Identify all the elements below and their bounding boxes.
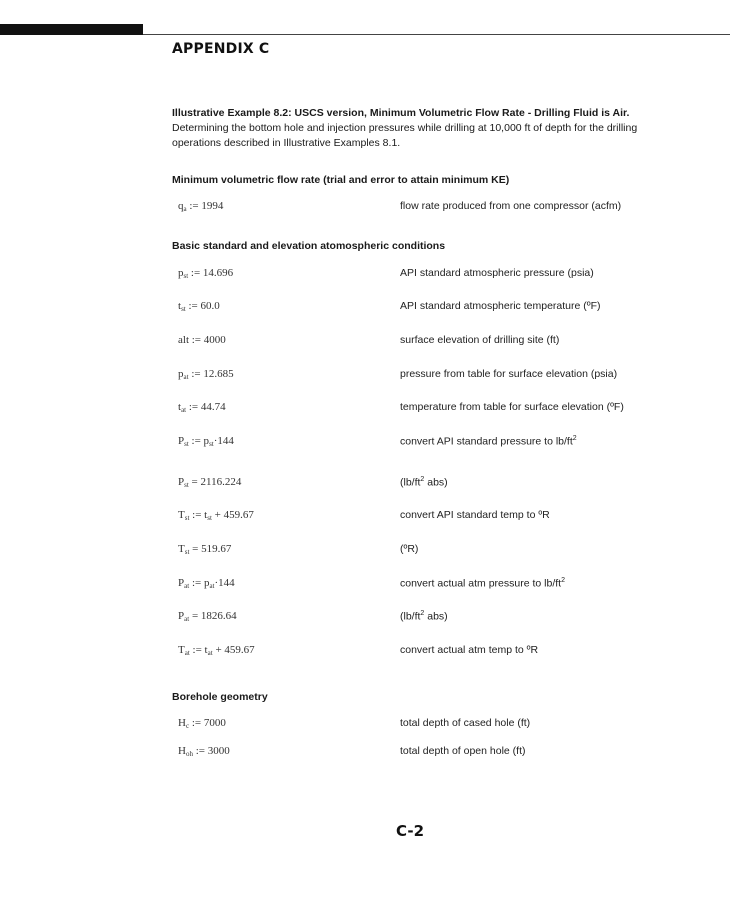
equation-row (0, 435, 730, 451)
equation-value: := 44.74 (186, 401, 226, 413)
equation-value: ·144 (214, 577, 235, 589)
equation-row (0, 200, 730, 216)
equation-value: = 519.67 (189, 543, 232, 555)
equation-symbol: t (178, 401, 182, 413)
description-text: (ºR) (400, 543, 419, 555)
equation-subscript: at (184, 615, 190, 623)
equation-row (0, 368, 730, 384)
equation-subscript: at (184, 582, 190, 590)
equation-value: = 1826.64 (189, 610, 237, 622)
equation-expression (178, 476, 241, 489)
description-text: surface elevation of drilling site (ft) (400, 334, 560, 346)
description-text: total depth of cased hole (ft) (400, 717, 531, 729)
equation-value: ·144 (213, 435, 234, 447)
equation-description (400, 509, 550, 521)
equation-description (400, 644, 538, 656)
page-number: C-2 (396, 822, 425, 840)
equation-description (400, 717, 530, 729)
equation-symbol: T (178, 644, 185, 656)
equation-description (400, 745, 526, 757)
equation-value: := 7000 (189, 717, 226, 729)
equation-value: := t (189, 509, 208, 521)
equation-description (400, 401, 624, 413)
description-text: convert actual atm pressure to lb/ft (400, 577, 562, 590)
equation-description (400, 368, 617, 380)
equation-symbol: T (178, 509, 185, 521)
equation-row (0, 334, 730, 350)
equation-subscript: st (184, 548, 190, 556)
equation-row (0, 745, 730, 761)
equation-subscript: at (183, 373, 189, 381)
equation-expression (178, 717, 226, 730)
equation-description (400, 334, 559, 346)
description-superscript: 2 (420, 610, 425, 617)
equation-subscript: a (183, 205, 187, 213)
equation-symbol: p (178, 267, 184, 279)
equation-description (400, 267, 594, 279)
equation-value: := 14.696 (188, 267, 234, 279)
equation-expression (178, 644, 255, 657)
description-text: convert actual atm temp to ºR (400, 644, 539, 656)
equation-expression (178, 200, 223, 213)
equation-expression (178, 368, 234, 381)
header-bar (0, 24, 143, 35)
equation-description (400, 610, 448, 623)
description-text: convert API standard temp to ºR (400, 509, 550, 521)
equation-symbol: P (178, 610, 185, 622)
equation-description (400, 300, 601, 312)
appendix-label: APPENDIX C (172, 41, 270, 57)
equation-subscript: at (207, 649, 213, 657)
equation-symbol: alt (178, 334, 189, 346)
equation-description (400, 476, 448, 489)
equation-symbol: q (178, 200, 184, 212)
equation-expression (178, 334, 226, 346)
equation-row (0, 509, 730, 525)
intro-block (172, 106, 672, 151)
example-title: Illustrative Example 8.2: USCS version, Minimum Volumetric Flow Rate - Drilling Fluid is Air. (172, 107, 630, 119)
equation-value: := 3000 (192, 745, 230, 757)
equation-value: + 459.67 (211, 509, 254, 521)
equation-row (0, 610, 730, 626)
equation-expression (178, 267, 233, 280)
equation-subscript: at (184, 649, 190, 657)
equation-symbol: P (178, 476, 185, 488)
description-text: API standard atmospheric pressure (psia) (400, 267, 594, 279)
equation-symbol: p (178, 368, 184, 380)
equation-expression (178, 610, 237, 623)
equation-symbol: P (178, 577, 185, 589)
equation-row (0, 543, 730, 559)
description-superscript: 2 (572, 435, 577, 442)
description-text: abs) (424, 476, 448, 489)
equation-row (0, 717, 730, 733)
equation-expression (178, 509, 254, 522)
description-text: API standard atmospheric temperature (ºF) (400, 300, 601, 312)
equation-description (400, 435, 577, 448)
equation-expression (178, 435, 234, 448)
equation-row (0, 476, 730, 492)
equation-row (0, 577, 730, 593)
equation-subscript: st (207, 514, 212, 522)
equation-row (0, 300, 730, 316)
equation-value: := 1994 (186, 200, 224, 212)
equation-row (0, 644, 730, 660)
equation-expression (178, 543, 231, 556)
description-text: abs) (424, 610, 448, 623)
equation-row (0, 401, 730, 417)
description-text: temperature from table for surface elevation (ºF) (400, 401, 624, 413)
description-text: (lb/ft (400, 476, 421, 489)
equation-value: := p (188, 435, 210, 447)
description-text: total depth of open hole (ft) (400, 745, 526, 757)
equation-subscript: st (184, 440, 189, 448)
equation-row (0, 267, 730, 283)
equation-subscript: st (184, 514, 190, 522)
equation-description (400, 543, 418, 555)
section-heading-borehole: Borehole geometry (172, 691, 268, 703)
equation-value: := p (189, 577, 210, 589)
equation-subscript: at (209, 582, 215, 590)
equation-subscript: st (184, 481, 189, 489)
description-text: convert API standard pressure to lb/ft (400, 435, 573, 448)
description-text: (lb/ft (400, 610, 421, 623)
section-heading-min-flow: Minimum volumetric flow rate (trial and error to attain minimum KE) (172, 174, 510, 186)
equation-expression (178, 745, 230, 758)
equation-value: + 459.67 (212, 644, 255, 656)
equation-subscript: c (185, 722, 190, 730)
description-superscript: 2 (420, 476, 425, 483)
description-text: flow rate produced from one compressor (acfm) (400, 200, 622, 212)
equation-symbol: t (178, 300, 182, 312)
description-superscript: 2 (561, 577, 565, 584)
equation-value: := 12.685 (188, 368, 234, 380)
equation-expression (178, 300, 220, 313)
equation-description (400, 200, 621, 212)
equation-value: := 4000 (189, 334, 226, 346)
section-heading-atmos: Basic standard and elevation atomospheric conditions (172, 240, 446, 252)
equation-subscript: oh (185, 750, 193, 758)
equation-symbol: P (178, 435, 185, 447)
equation-value: := 60.0 (185, 300, 220, 312)
equation-symbol: H (178, 717, 186, 729)
equation-expression (178, 577, 235, 590)
equation-subscript: st (209, 440, 214, 448)
equation-value: := t (189, 644, 208, 656)
equation-symbol: T (178, 543, 185, 555)
equation-description (400, 577, 565, 590)
example-description: Determining the bottom hole and injection pressures while drilling at 10,000 ft of depth for the drilling operations described in Illustrative Examples 8.1. (172, 122, 638, 149)
equation-symbol: H (178, 745, 186, 757)
equation-subscript: st (181, 305, 186, 313)
equation-subscript: at (181, 406, 187, 414)
equation-value: = 2116.224 (188, 476, 242, 488)
equation-expression (178, 401, 226, 414)
equation-subscript: st (183, 272, 189, 280)
description-text: pressure from table for surface elevation (psia) (400, 368, 618, 380)
header-rule (143, 34, 730, 35)
